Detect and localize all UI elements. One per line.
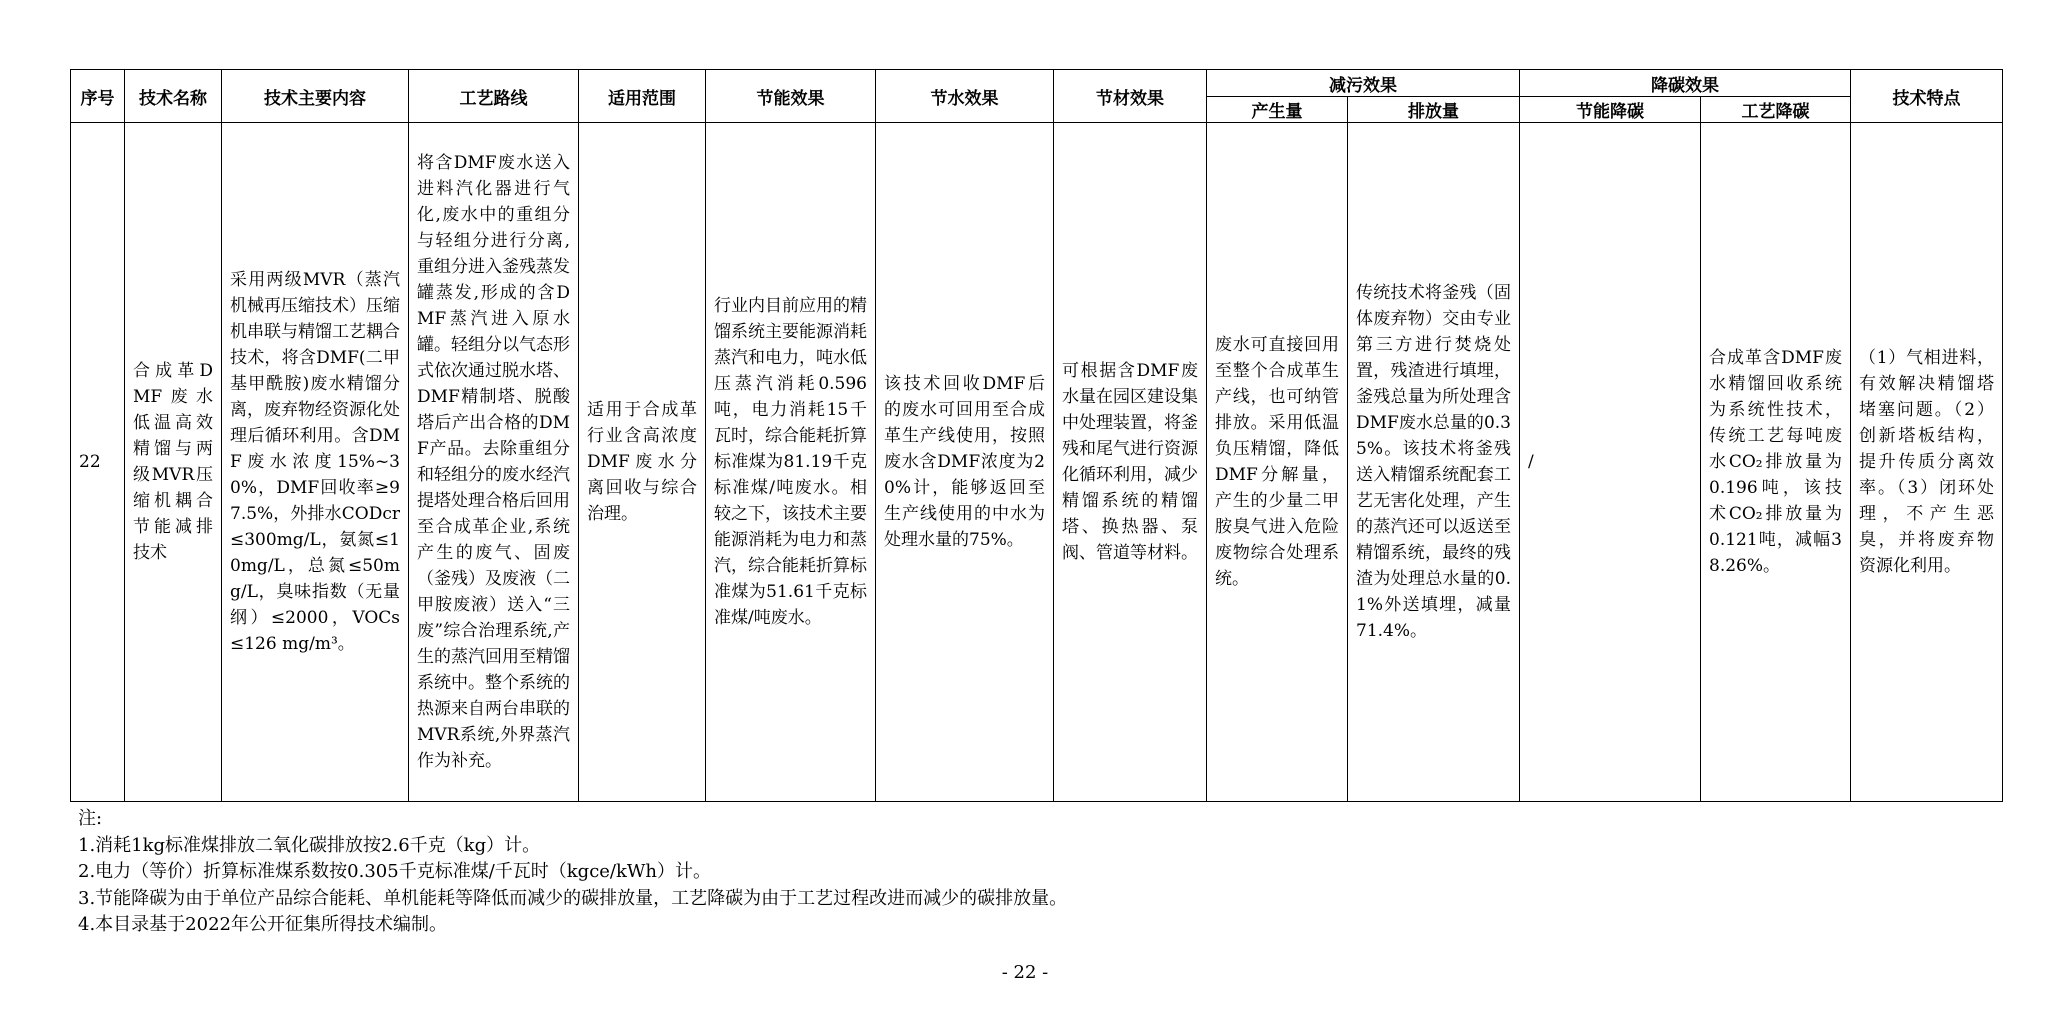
water-text: 该技术回收DMF后的废水可回用至合成革生产线使用，按照废水含DMF浓度为20%计，能够返回至生产线使用的中水为处理水量的75%。 bbox=[884, 374, 1045, 550]
pollution-discharge-text: 传统技术将釜残（固体废弃物）交由专业第三方进行焚烧处置，残渣进行填埋，釜残总量为所处理含DMF废水总量的0.35%。该技术将釜残送入精馏系统配套工艺无害化处理，产生的蒸汽还可以返送至精馏系统，最终的残渣为处理总水量的0.1%外送填埋，减量71.4%。 bbox=[1356, 283, 1511, 641]
note-item: 1.消耗1kg标准煤排放二氧化碳排放按2.6千克（kg）计。 bbox=[78, 834, 541, 856]
header-material: 节材效果 bbox=[1054, 70, 1207, 123]
carbon-process-text: 合成革含DMF废水精馏回收系统为系统性技术，传统工艺每吨废水CO₂排放量为0.196吨，该技术CO₂排放量为0.121吨，减幅38.26%。 bbox=[1709, 348, 1842, 576]
cell-pollution-discharge bbox=[1348, 123, 1520, 802]
note-item: 4.本目录基于2022年公开征集所得技术编制。 bbox=[78, 914, 447, 935]
note-item: 2.电力（等价）折算标准煤系数按0.305千克标准煤/千瓦时（kgce/kWh）计。 bbox=[78, 861, 711, 882]
header-process: 工艺路线 bbox=[409, 70, 579, 123]
page-number: - 22 - bbox=[1001, 962, 1049, 983]
header-water: 节水效果 bbox=[876, 70, 1054, 123]
cell-seq bbox=[71, 123, 125, 802]
cell-energy bbox=[706, 123, 876, 802]
cell-carbon-process bbox=[1701, 123, 1851, 802]
header-features: 技术特点 bbox=[1851, 70, 2003, 123]
header-row-top bbox=[71, 70, 2003, 97]
notes-title: 注: bbox=[78, 808, 103, 829]
cell-material bbox=[1054, 123, 1207, 802]
note-item: 3.节能降碳为由于单位产品综合能耗、单机能耗等降低而减少的碳排放量，工艺降碳为由于工艺过程改进而减少的碳排放量。 bbox=[78, 887, 1068, 909]
header-carbon: 降碳效果 bbox=[1520, 70, 1851, 97]
header-scope: 适用范围 bbox=[579, 70, 706, 123]
energy-text: 行业内目前应用的精馏系统主要能源消耗蒸汽和电力，吨水低压蒸汽消耗0.596吨，电力消耗15千瓦时，综合能耗折算标准煤为81.19千克标准煤/吨废水。相较之下，该技术主要能源消耗为电力和蒸汽，综合能耗折算标准煤为51.61千克标准煤/吨废水。 bbox=[714, 296, 867, 628]
cell-process bbox=[409, 123, 579, 802]
cell-name bbox=[125, 123, 222, 802]
header-pollution-discharge: 排放量 bbox=[1348, 97, 1520, 123]
header-pollution: 减污效果 bbox=[1207, 70, 1520, 97]
material-text: 可根据含DMF废水量在园区建设集中处理装置，将釜残和尾气进行资源化循环利用，减少精馏系统的精馏塔、换热器、泵阀、管道等材料。 bbox=[1062, 361, 1198, 563]
cell-pollution-generation bbox=[1207, 123, 1348, 802]
process-text: 将含DMF废水送入进料汽化器进行气化,废水中的重组分与轻组分进行分离,重组分进入釜残蒸发罐蒸发,形成的含DMF蒸汽进入原水罐。轻组分以气态形式依次通过脱水塔、DMF精制塔、脱酸塔后产出合格的DMF产品。去除重组分和轻组分的废水经汽提塔处理合格后回用至合成革企业,系统产生的废气、固废（釜残）及废液（二甲胺废液）送入“三废”综合治理系统,产生的蒸汽回用至精馏系统中。整个系统的热源来自两台串联的MVR系统,外界蒸汽作为补充。 bbox=[417, 153, 570, 771]
cell-carbon-energy bbox=[1520, 123, 1701, 802]
carbon-energy-text: / bbox=[1528, 452, 1534, 472]
cell-features bbox=[1851, 123, 2003, 802]
cell-content bbox=[222, 123, 409, 802]
header-energy: 节能效果 bbox=[706, 70, 876, 123]
scope-text: 适用于合成革行业含高浓度DMF废水分离回收与综合治理。 bbox=[587, 400, 697, 524]
features-text: （1）气相进料，有效解决精馏塔堵塞问题。（2）创新塔板结构，提升传质分离效率。（3）闭环处理，不产生恶臭，并将废弃物资源化利用。 bbox=[1859, 348, 1994, 576]
header-carbon-energy: 节能降碳 bbox=[1520, 97, 1701, 123]
technology-catalog-table bbox=[70, 69, 2003, 802]
cell-water bbox=[876, 123, 1054, 802]
table-row bbox=[71, 123, 2003, 802]
header-seq: 序号 bbox=[71, 70, 125, 123]
header-name: 技术名称 bbox=[125, 70, 222, 123]
pollution-generation-text: 废水可直接回用至整个合成革生产线，也可纳管排放。采用低温负压精馏，降低DMF分解量，产生的少量二甲胺臭气进入危险废物综合处理系统。 bbox=[1215, 335, 1339, 589]
header-pollution-generation: 产生量 bbox=[1207, 97, 1348, 123]
seq-text: 22 bbox=[79, 452, 101, 472]
header-content: 技术主要内容 bbox=[222, 70, 409, 123]
cell-scope bbox=[579, 123, 706, 802]
header-carbon-process: 工艺降碳 bbox=[1701, 97, 1851, 123]
content-text: 采用两级MVR（蒸汽机械再压缩技术）压缩机串联与精馏工艺耦合技术，将含DMF(二甲基甲酰胺)废水精馏分离，废弃物经资源化处理后循环利用。含DMF废水浓度15%~30%，DMF回收率≥97.5%，外排水CODcr≤300mg/L，氨氮≤10mg/L，总氮≤50mg/L，臭味指数（无量纲）≤2000，VOCs≤126 mg/m³。 bbox=[230, 270, 400, 654]
notes-section bbox=[78, 806, 1067, 939]
name-text: 合成革DMF废水低温高效精馏与两级MVR压缩机耦合节能减排技术 bbox=[133, 361, 213, 563]
